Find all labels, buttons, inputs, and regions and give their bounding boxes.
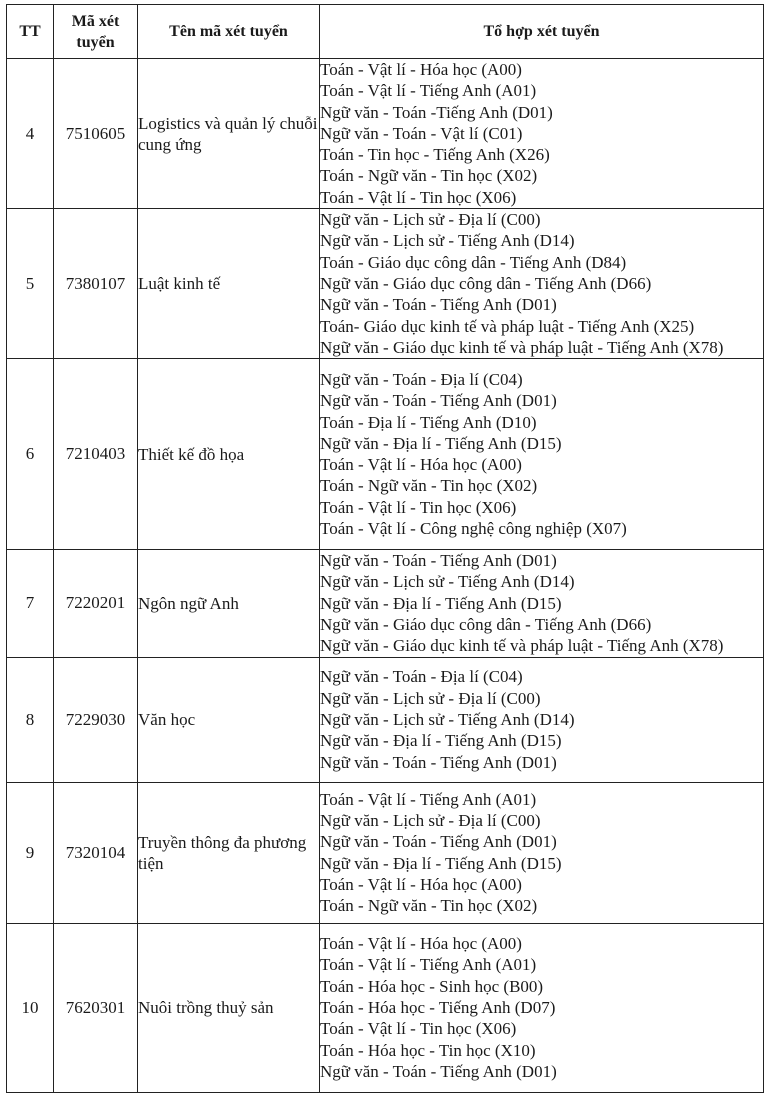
row-tt: 5 [7,209,54,359]
header-code: Mã xét tuyển [54,5,138,59]
row-tt: 4 [7,59,54,209]
combo-item: Ngữ văn - Lịch sử - Tiếng Anh (D14) [320,572,575,592]
combo-item: Ngữ văn - Toán - Tiếng Anh (D01) [320,391,557,411]
table-row [7,359,764,550]
combo-item: Ngữ văn - Toán - Địa lí (C04) [320,369,523,389]
row-name: Nuôi trồng thuỷ sản [138,923,320,1092]
combo-item: Toán - Giáo dục công dân - Tiếng Anh (D84) [320,252,627,272]
combo-item: Ngữ văn - Giáo dục kinh tế và pháp luật - Tiếng Anh (X78) [320,636,724,656]
row-name: Logistics và quản lý chuỗi cung ứng [138,59,320,209]
admissions-table [6,4,764,1093]
row-code: 7380107 [54,209,138,359]
combo-item: Toán - Ngữ văn - Tin học (X02) [320,166,538,186]
header-name: Tên mã xét tuyển [138,5,320,59]
row-combos [320,59,764,209]
combo-item: Ngữ văn - Toán - Tiếng Anh (D01) [320,295,557,315]
combo-item: Ngữ văn - Toán - Tiếng Anh (D01) [320,1061,557,1081]
combo-item: Toán- Giáo dục kinh tế và pháp luật - Tiếng Anh (X25) [320,316,695,336]
row-combos [320,782,764,923]
combo-item: Ngữ văn - Lịch sử - Địa lí (C00) [320,811,541,831]
combo-item: Ngữ văn - Giáo dục công dân - Tiếng Anh (D66) [320,615,652,635]
row-tt: 8 [7,657,54,782]
combo-item: Toán - Vật lí - Hóa học (A00) [320,934,522,954]
combo-item: Toán - Hóa học - Tiếng Anh (D07) [320,997,556,1017]
combo-item: Toán - Vật lí - Hóa học (A00) [320,60,522,79]
header-tt: TT [7,5,54,59]
row-tt: 10 [7,923,54,1092]
combo-item: Ngữ văn - Toán - Địa lí (C04) [320,667,523,687]
combo-item: Toán - Vật lí - Tiếng Anh (A01) [320,955,537,975]
row-name: Luật kinh tế [138,209,320,359]
row-code: 7620301 [54,923,138,1092]
table-row [7,782,764,923]
row-code: 7229030 [54,657,138,782]
combo-item: Ngữ văn - Giáo dục kinh tế và pháp luật - Tiếng Anh (X78) [320,337,724,357]
combo-item: Ngữ văn - Giáo dục công dân - Tiếng Anh (D66) [320,273,652,293]
combo-item: Toán - Ngữ văn - Tin học (X02) [320,476,538,496]
row-tt: 6 [7,359,54,550]
row-name: Thiết kế đồ họa [138,359,320,550]
combo-item: Toán - Ngữ văn - Tin học (X02) [320,896,538,916]
table-row [7,59,764,209]
combo-item: Ngữ văn - Toán -Tiếng Anh (D01) [320,102,553,122]
combo-item: Toán - Vật lí - Hóa học (A00) [320,455,522,475]
combo-item: Toán - Vật lí - Hóa học (A00) [320,874,522,894]
combo-item: Toán - Hóa học - Tin học (X10) [320,1040,536,1060]
combo-item: Toán - Vật lí - Tin học (X06) [320,1019,517,1039]
row-code: 7510605 [54,59,138,209]
table-row [7,209,764,359]
row-combos [320,657,764,782]
row-tt: 9 [7,782,54,923]
header-combos: Tổ hợp xét tuyển [320,5,764,59]
table-row [7,550,764,657]
combo-item: Ngữ văn - Địa lí - Tiếng Anh (D15) [320,853,562,873]
combo-item: Ngữ văn - Toán - Tiếng Anh (D01) [320,832,557,852]
combo-item: Toán - Vật lí - Tiếng Anh (A01) [320,789,537,809]
combo-item: Ngữ văn - Lịch sử - Địa lí (C00) [320,210,541,230]
combo-item: Ngữ văn - Lịch sử - Tiếng Anh (D14) [320,709,575,729]
combo-item: Ngữ văn - Địa lí - Tiếng Anh (D15) [320,433,562,453]
combo-item: Toán - Vật lí - Công nghệ công nghiệp (X07) [320,519,627,539]
header-row [7,5,764,59]
row-tt: 7 [7,550,54,657]
combo-item: Toán - Vật lí - Tin học (X06) [320,497,517,517]
combo-item: Toán - Vật lí - Tin học (X06) [320,187,517,207]
combo-item: Ngữ văn - Toán - Vật lí (C01) [320,123,523,143]
combo-item: Ngữ văn - Toán - Tiếng Anh (D01) [320,551,557,571]
row-combos [320,359,764,550]
combo-item: Ngữ văn - Địa lí - Tiếng Anh (D15) [320,731,562,751]
combo-item: Ngữ văn - Địa lí - Tiếng Anh (D15) [320,593,562,613]
combo-item: Ngữ văn - Lịch sử - Địa lí (C00) [320,688,541,708]
combo-item: Toán - Vật lí - Tiếng Anh (A01) [320,81,537,101]
row-code: 7210403 [54,359,138,550]
row-combos [320,209,764,359]
combo-item: Ngữ văn - Toán - Tiếng Anh (D01) [320,752,557,772]
table-row [7,657,764,782]
row-name: Ngôn ngữ Anh [138,550,320,657]
combo-item: Ngữ văn - Lịch sử - Tiếng Anh (D14) [320,231,575,251]
combo-item: Toán - Tin học - Tiếng Anh (X26) [320,145,550,165]
table-row [7,923,764,1092]
combo-item: Toán - Địa lí - Tiếng Anh (D10) [320,412,537,432]
row-code: 7220201 [54,550,138,657]
row-name: Truyền thông đa phương tiện [138,782,320,923]
row-name: Văn học [138,657,320,782]
row-combos [320,923,764,1092]
row-code: 7320104 [54,782,138,923]
combo-item: Toán - Hóa học - Sinh học (B00) [320,976,544,996]
row-combos [320,550,764,657]
